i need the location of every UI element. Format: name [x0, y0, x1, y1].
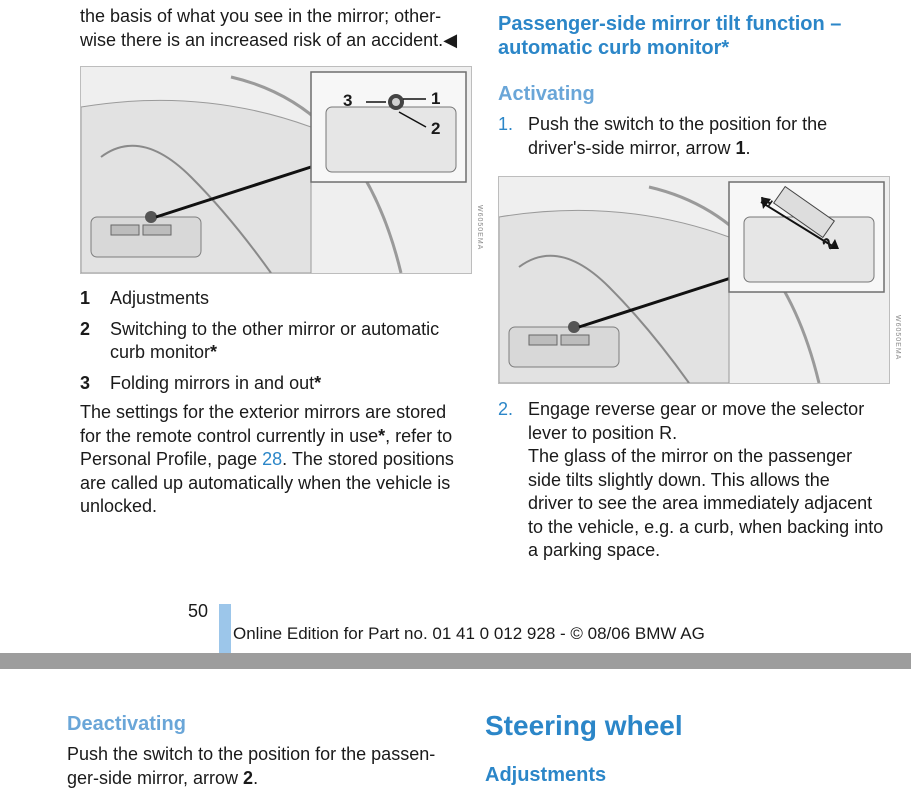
- deact-text: .: [253, 767, 259, 788]
- para-text: Personal Profile, page: [80, 449, 263, 469]
- step-number: 2.: [498, 399, 514, 419]
- step-text: to the vehicle, e.g. a curb, when backing into: [528, 516, 884, 537]
- intro-text: [80, 5, 480, 52]
- activating-heading: Activating: [498, 83, 595, 105]
- list-text: Adjustments: [110, 288, 210, 308]
- para-line: unlocked.: [80, 496, 158, 516]
- list-text: Switching to the other mirror or automatic: [110, 318, 440, 339]
- step-text: The glass of the mirror on the passenger: [528, 446, 853, 466]
- arrow-ref: 1: [735, 137, 746, 158]
- para-text: for the remote control currently in use: [80, 425, 379, 446]
- option-star: *: [314, 372, 322, 393]
- callout-1: 1: [431, 89, 441, 108]
- callout-1: 1: [757, 193, 777, 211]
- intro-line-1: the basis of what you see in the mirror; other-: [80, 6, 442, 26]
- page-number: 50: [188, 601, 209, 621]
- figure-1-id: W6050EMA: [476, 205, 483, 251]
- steering-wheel-heading: Steering wheel: [485, 710, 683, 741]
- list-number: 2: [80, 318, 91, 339]
- step-number: 1.: [498, 114, 514, 134]
- footer-text: Online Edition for Part no. 01 41 0 012 928 - © 08/06 BMW AG: [233, 624, 705, 643]
- para-line: [80, 448, 480, 472]
- callout-3: 3: [343, 91, 353, 110]
- step-text: side tilts slightly down. This allows the: [528, 469, 830, 490]
- callout-2: 2: [819, 235, 839, 253]
- step-text: driver to see the area immediately adjacent: [528, 493, 873, 513]
- para-line: are called up automatically when the vehicle is: [80, 472, 451, 493]
- list-text: Folding mirrors in and out: [110, 372, 315, 393]
- intro-line-2: wise there is an increased risk of an accident.: [80, 29, 444, 50]
- figure-2-id: W6050EMA: [894, 315, 901, 361]
- adjustments-heading: Adjustments: [485, 764, 607, 786]
- mirror-controls-illustration-1: [80, 66, 472, 274]
- footer-accent-bar: [219, 604, 231, 654]
- step-text: lever to position R.: [528, 422, 678, 443]
- para-text: . The stored positions: [282, 449, 454, 469]
- option-star: *: [210, 342, 218, 362]
- deact-line: [67, 767, 467, 791]
- deactivating-heading: Deactivating: [67, 713, 186, 735]
- deact-line: Push the switch to the position for the passen-: [67, 744, 436, 764]
- list-item: [80, 318, 480, 365]
- para-line: [80, 425, 480, 449]
- step-text: a parking space.: [528, 540, 661, 560]
- list-text-cont: curb monitor: [110, 342, 211, 362]
- list-item: [80, 287, 480, 311]
- list-number: 3: [80, 372, 91, 393]
- car-door-drawing: [499, 177, 889, 383]
- adjustment-list: [80, 287, 480, 395]
- step-text: driver's-side mirror, arrow: [528, 137, 736, 158]
- settings-paragraph: [80, 401, 480, 519]
- page-28-link[interactable]: 28: [262, 449, 283, 469]
- step-2: [498, 398, 898, 563]
- para-line: The settings for the exterior mirrors are stored: [80, 402, 447, 422]
- step-text: Engage reverse gear or move the selector: [528, 399, 865, 419]
- step-text: .: [745, 137, 751, 158]
- heading-line-2: automatic curb monitor*: [498, 37, 730, 59]
- para-text: , refer to: [385, 425, 453, 446]
- heading-line-1: Passenger-side mirror tilt function –: [498, 13, 842, 35]
- page-separator: [0, 653, 911, 669]
- list-number: 1: [80, 288, 91, 308]
- tilt-function-heading: [498, 12, 898, 60]
- deact-text: ger-side mirror, arrow: [67, 767, 244, 788]
- car-door-drawing: [81, 67, 471, 273]
- intro-line-2-wrap: [80, 29, 480, 53]
- end-marker: ◀: [443, 29, 458, 50]
- arrow-ref: 2: [243, 767, 254, 788]
- list-item: [80, 372, 480, 396]
- option-star: *: [378, 425, 386, 446]
- step-1: [498, 113, 898, 160]
- mirror-controls-illustration-2: [498, 176, 890, 384]
- callout-2: 2: [431, 119, 441, 138]
- deactivating-text: [67, 743, 467, 790]
- step-text: Push the switch to the position for the: [528, 114, 828, 134]
